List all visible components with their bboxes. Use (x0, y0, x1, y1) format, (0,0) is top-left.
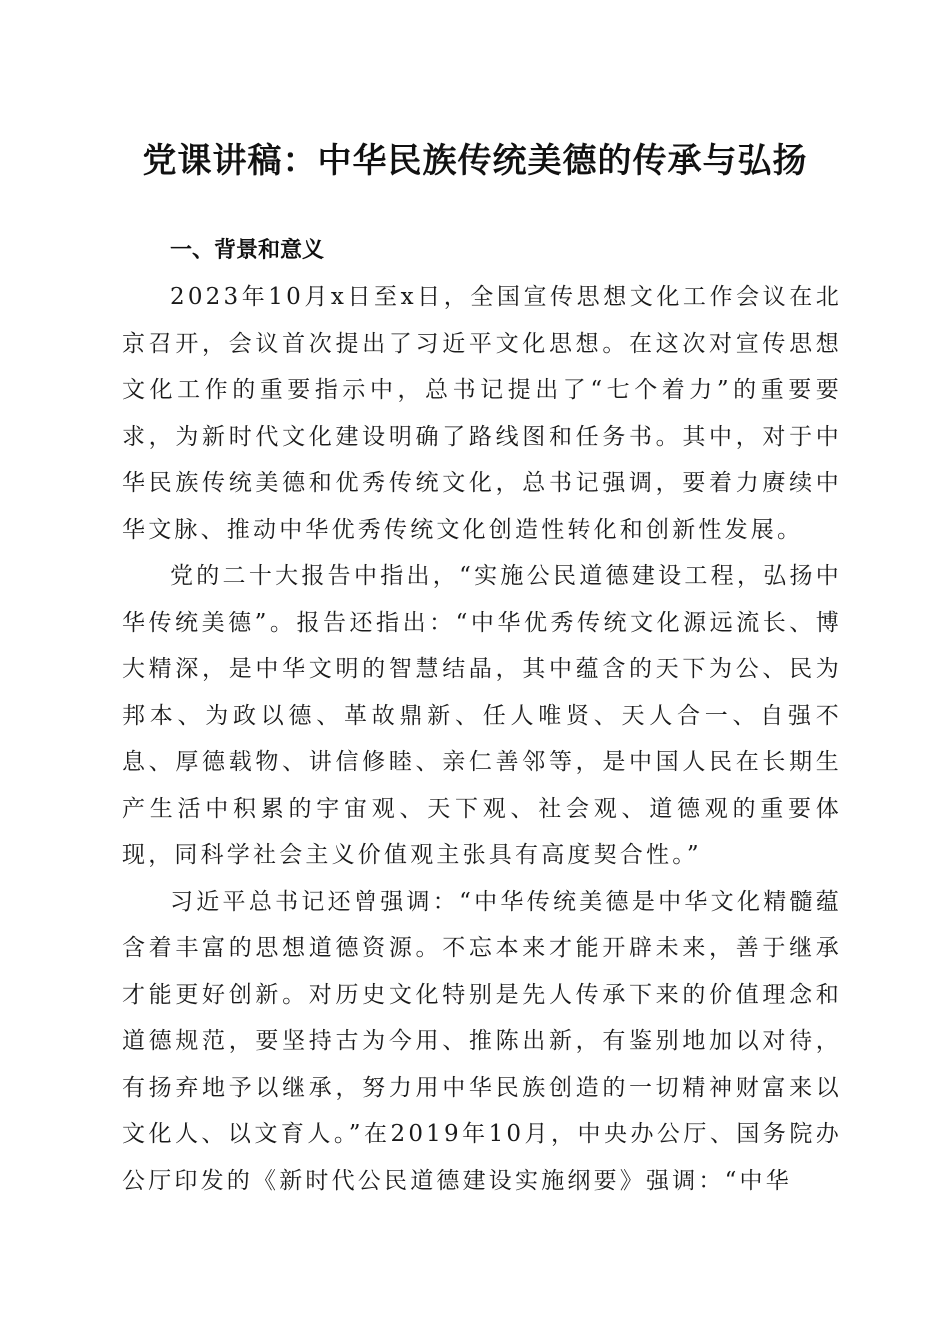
paragraph-1: 2023年10月x日至x日，全国宣传思想文化工作会议在北京召开，会议首次提出了习近平文化思想。在这次对宣传思想文化工作的重要指示中，总书记提出了“七个着力”的重要要求，为新时代文化建设明确了路线图和任务书。其中，对于中华民族传统美德和优秀传统文化，总书记强调，要着力赓续中华文脉、推动中华优秀传统文化创造性转化和创新性发展。 (122, 284, 842, 543)
document-body (122, 228, 842, 1204)
paragraph-2: 党的二十大报告中指出，“实施公民道德建设工程，弘扬中华传统美德”。报告还指出：“中华优秀传统文化源远流长、博大精深，是中华文明的智慧结晶，其中蕴含的天下为公、民为邦本、为政以德、革故鼎新、任人唯贤、天人合一、自强不息、厚德载物、讲信修睦、亲仁善邻等，是中国人民在长期生产生活中积累的宇宙观、天下观、社会观、道德观的重要体现，同科学社会主义价值观主张具有高度契合性。” (122, 563, 842, 868)
paragraph-3: 习近平总书记还曾强调：“中华传统美德是中华文化精髓蕴含着丰富的思想道德资源。不忘本来才能开辟未来，善于继承才能更好创新。对历史文化特别是先人传承下来的价值理念和道德规范，要坚持古为今用、推陈出新，有鉴别地加以对待，有扬弃地予以继承，努力用中华民族创造的一切精神财富来以文化人、以文育人。”在2019年10月，中央办公厅、国务院办公厅印发的《新时代公民道德建设实施纲要》强调：“中华 (122, 888, 842, 1194)
page-title: 党课讲稿：中华民族传统美德的传承与弘扬 (142, 141, 808, 181)
section-heading: 一、背景和意义 (170, 238, 325, 263)
